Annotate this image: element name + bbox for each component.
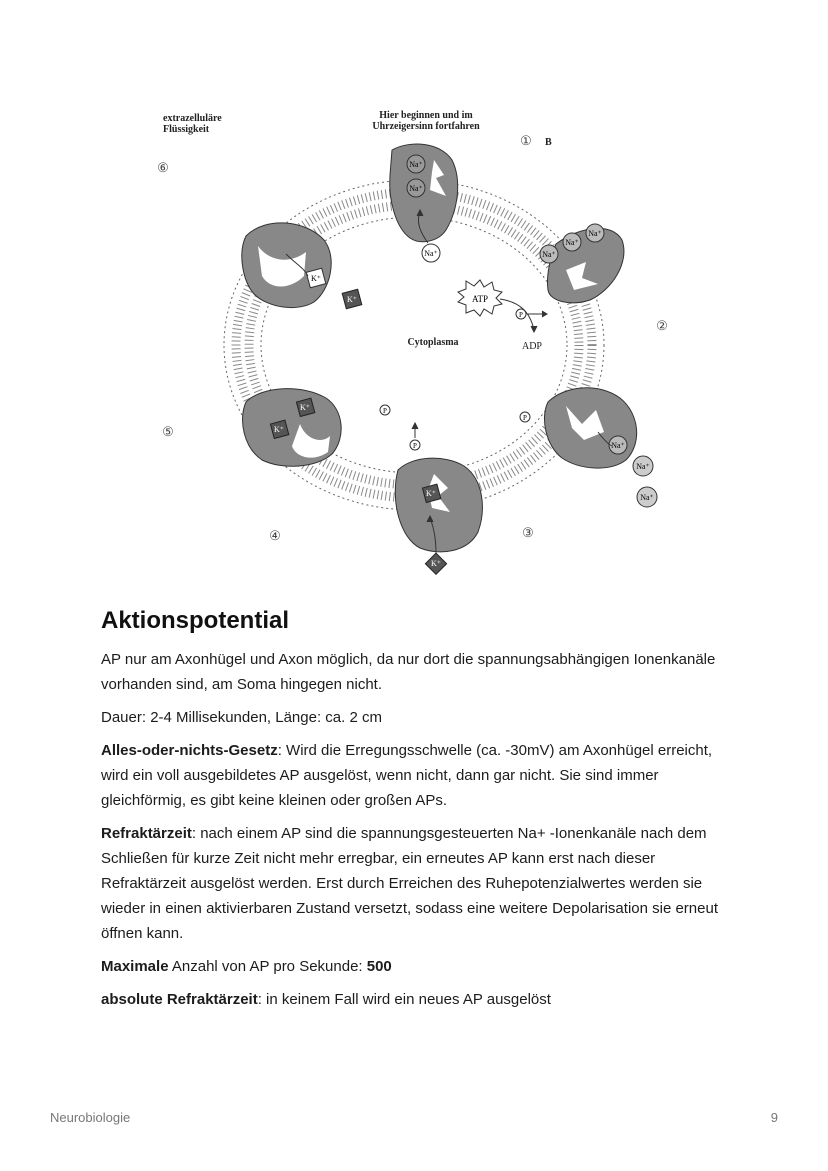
na-ion-label: Na⁺ xyxy=(588,229,602,238)
value-max-rate: 500 xyxy=(366,958,392,975)
atp-label: ATP xyxy=(471,294,489,304)
paragraph-absolute-refractory xyxy=(101,987,741,1012)
term-all-or-nothing: Alles-oder-nichts-Gesetz xyxy=(101,742,278,759)
start-instruction: Uhrzeigersinn fortfahren xyxy=(372,121,480,132)
paragraph-duration: Dauer: 2-4 Millisekunden, Länge: ca. 2 cm xyxy=(101,709,382,726)
step-4-marker: ④ xyxy=(269,528,281,543)
adp-label: ADP xyxy=(521,341,543,352)
k-ion-label: K⁺ xyxy=(311,274,321,283)
start-instruction: Hier beginnen und im xyxy=(379,110,473,121)
phosphate-label: P xyxy=(413,442,417,450)
phosphate-label: P xyxy=(519,311,523,319)
pump-protein-bottom-left xyxy=(243,389,342,467)
text-all-or-nothing: : Wird die Erregungsschwelle (ca. -30mV) am Axonhügel erreicht, wird ein voll ausgebildetes AP ausgelöst, wenn nicht, dann gar nicht. Sie sind immer gleichförmig, es gibt keine kleinen oder großen APs. xyxy=(101,742,713,809)
k-ion-label: K⁺ xyxy=(274,425,284,434)
na-ion-label: Na⁺ xyxy=(565,238,579,247)
paragraph-all-or-nothing xyxy=(101,738,741,813)
na-ion-label: Na⁺ xyxy=(640,493,654,502)
na-ion-label: Na⁺ xyxy=(424,249,438,258)
extracellular-label: Flüssigkeit xyxy=(163,124,210,135)
phosphate-label: P xyxy=(523,414,527,422)
term-refractory: Refraktärzeit xyxy=(101,825,192,842)
atp-molecule xyxy=(458,280,502,316)
paragraph-max-rate xyxy=(101,954,741,979)
term-absolute-refractory: absolute Refraktärzeit xyxy=(101,991,258,1008)
pump-protein-left xyxy=(242,223,331,308)
text-refractory: : nach einem AP sind die spannungsgesteuerten Na+ -Ionenkanäle nach dem Schließen für kurze Zeit nicht mehr erregbar, ein erneutes AP kann erst nach dieser Refraktärzeit ausgelöst werden. Erst durch Erreichen des Ruhepotenzialwertes werden sie wieder in einen aktivierbaren Zustand versetzt, sodass eine weitere Depolarisation sie erneut öffnen kann. xyxy=(101,825,718,942)
pump-protein-top-right xyxy=(547,228,623,302)
k-ion-label: K⁺ xyxy=(347,295,357,304)
cytoplasm-label: Cytoplasma xyxy=(407,337,459,348)
paragraph-refractory xyxy=(101,821,741,946)
step-2-marker: ② xyxy=(656,318,668,333)
na-ion-label: Na⁺ xyxy=(636,462,650,471)
figure-marker-b: B xyxy=(545,137,552,148)
term-maximum: Maximale xyxy=(101,958,169,975)
na-ion-label: Na⁺ xyxy=(542,250,556,259)
step-5-marker: ⑤ xyxy=(162,424,174,439)
section-title: Aktionspotential xyxy=(101,607,290,634)
page-number: 9 xyxy=(770,1110,778,1125)
na-ion-label: Na⁺ xyxy=(611,441,625,450)
na-ion-label: Na⁺ xyxy=(409,184,423,193)
text-max-rate: Anzahl von AP pro Sekunde: xyxy=(168,958,367,975)
text-absolute-refractory: : in keinem Fall wird ein neues AP ausgelöst xyxy=(257,991,551,1008)
k-ion-label: K⁺ xyxy=(431,559,441,568)
k-ion-label: K⁺ xyxy=(300,403,310,412)
paragraph-axon-hillock: AP nur am Axonhügel und Axon möglich, da nur dort die spannungsabhängigen Ionenkanäle vorhanden sind, am Soma hingegen nicht. xyxy=(101,651,716,693)
extracellular-label: extrazelluläre xyxy=(163,113,222,124)
main-content xyxy=(101,607,741,1020)
footer-subject: Neurobiologie xyxy=(50,1110,131,1125)
phosphate-markers xyxy=(380,309,530,450)
pump-protein-right xyxy=(544,388,636,468)
step-1-marker: ① xyxy=(520,133,532,148)
k-ion-label: K⁺ xyxy=(426,489,436,498)
na-ion-label: Na⁺ xyxy=(409,160,423,169)
pump-protein-bottom xyxy=(395,458,482,552)
step-6-marker: ⑥ xyxy=(157,160,169,175)
step-3-marker: ③ xyxy=(522,525,534,540)
phosphate-label: P xyxy=(383,407,387,415)
